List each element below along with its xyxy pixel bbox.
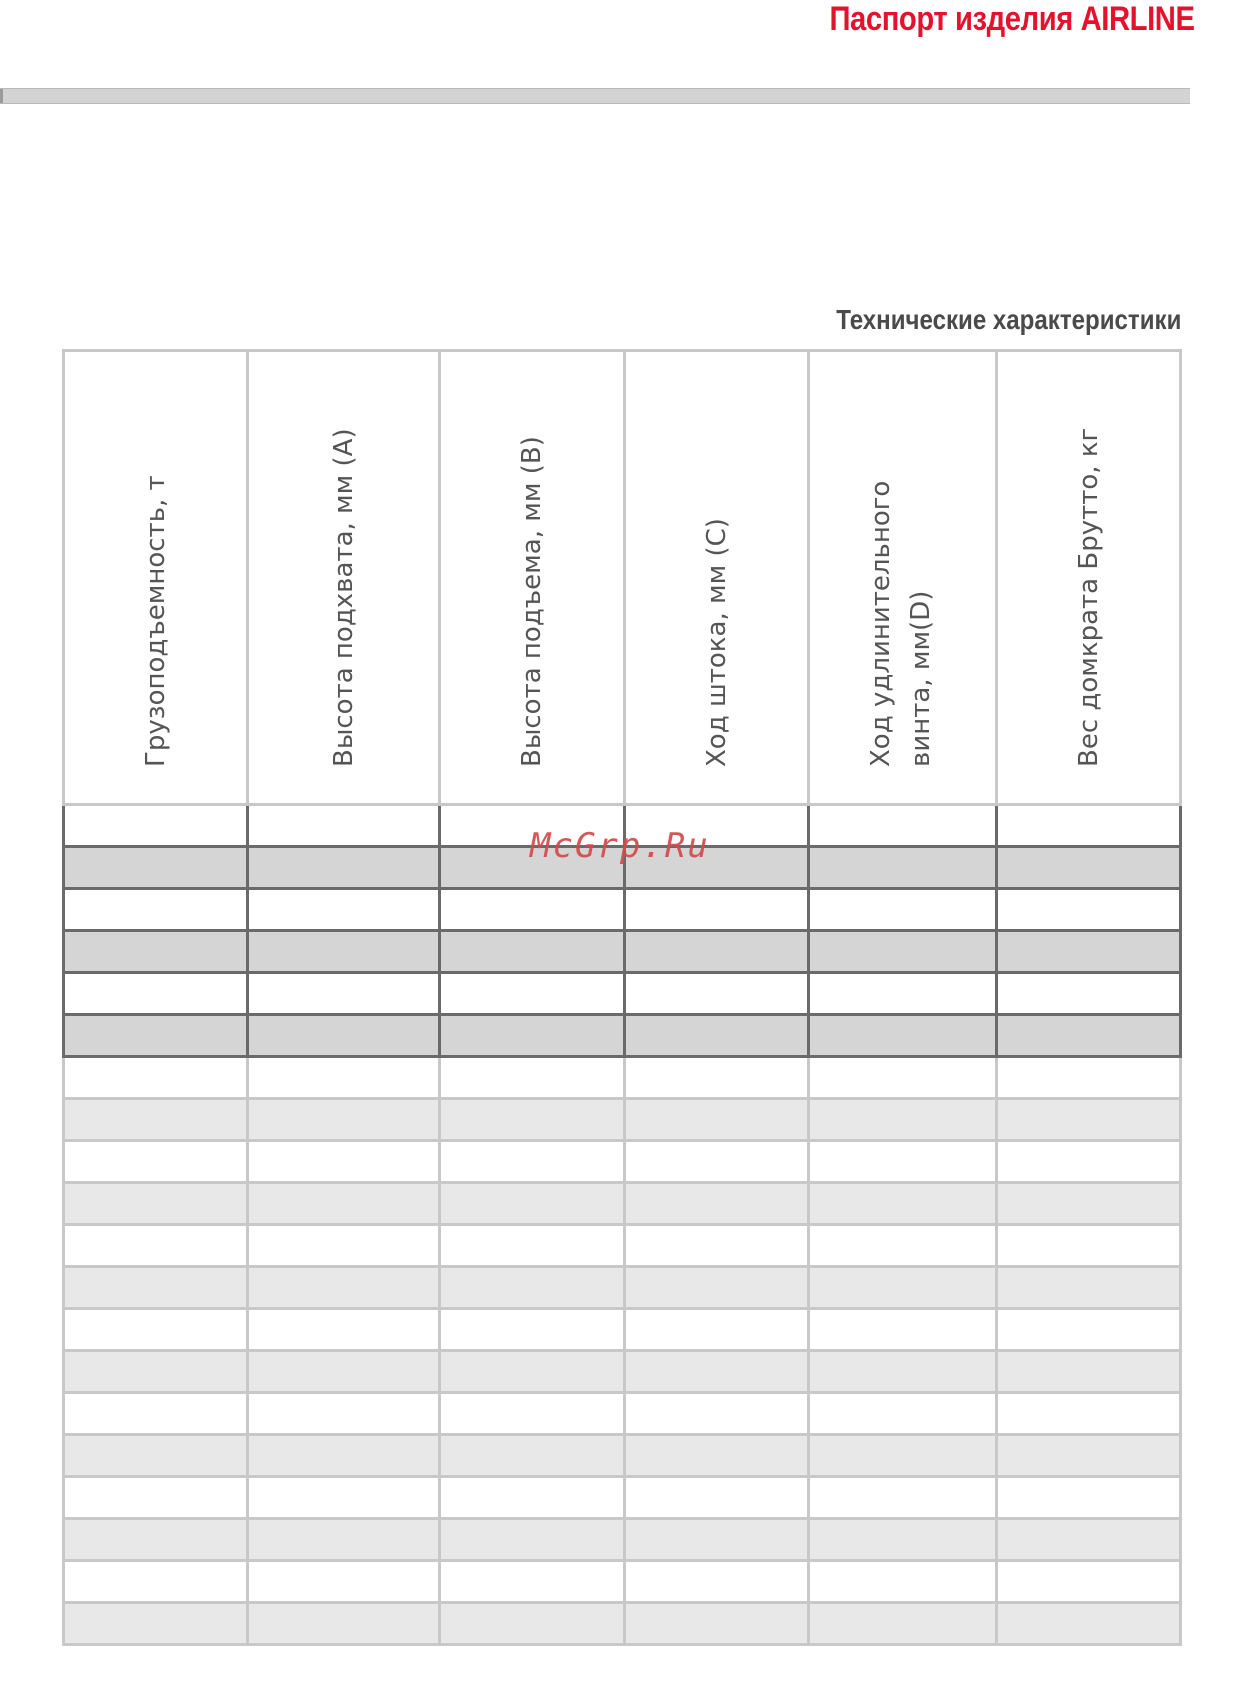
table-cell [625, 889, 809, 931]
column-header-gross-weight-label: Вес домкрата Брутто, кг [1073, 427, 1104, 767]
table-cell [440, 1225, 625, 1267]
watermark: McGrp.Ru [530, 826, 710, 866]
table-cell [997, 1057, 1181, 1099]
column-header-rod-stroke-label: Ход штока, мм (С) [701, 518, 732, 767]
table-row [64, 1141, 1181, 1183]
table-row [64, 1603, 1181, 1645]
table-cell [64, 1015, 248, 1057]
section-title: Технические характеристики [835, 304, 1181, 335]
table-cell [997, 889, 1181, 931]
column-header-capacity [64, 351, 248, 805]
table-cell [64, 1351, 248, 1393]
table-cell [248, 1351, 440, 1393]
table-cell [997, 931, 1181, 973]
table-cell [440, 1267, 625, 1309]
table-cell [64, 1141, 248, 1183]
table-row [64, 931, 1181, 973]
table-row [64, 1267, 1181, 1309]
table-cell [809, 1477, 997, 1519]
table-cell [440, 1393, 625, 1435]
table-cell [248, 1099, 440, 1141]
table-cell [248, 889, 440, 931]
table-row [64, 1477, 1181, 1519]
table-cell [997, 1309, 1181, 1351]
table-cell [625, 1015, 809, 1057]
table-cell [809, 1141, 997, 1183]
table-cell [625, 1057, 809, 1099]
table-cell [248, 1141, 440, 1183]
table-cell [440, 889, 625, 931]
table-cell [809, 1225, 997, 1267]
table-cell [809, 1561, 997, 1603]
table-row [64, 889, 1181, 931]
table-cell [809, 1309, 997, 1351]
table-cell [248, 1477, 440, 1519]
table-cell [997, 1435, 1181, 1477]
table-row [64, 1225, 1181, 1267]
table-cell [64, 805, 248, 847]
column-header-rod-stroke [625, 351, 809, 805]
table-cell [248, 1561, 440, 1603]
header-divider-bar [0, 88, 1190, 104]
table-cell [440, 1183, 625, 1225]
table-cell [64, 973, 248, 1015]
table-cell [248, 1393, 440, 1435]
column-header-pickup-height [248, 351, 440, 805]
column-header-lift-height-label: Высота подъема, мм (В) [517, 436, 547, 767]
table-cell [248, 847, 440, 889]
table-cell [64, 931, 248, 973]
table-cell [248, 1225, 440, 1267]
table-cell [625, 1099, 809, 1141]
table-cell [997, 1267, 1181, 1309]
table-cell [997, 973, 1181, 1015]
table-row [64, 1435, 1181, 1477]
column-header-extension-screw-label [861, 481, 941, 767]
table-cell [248, 1183, 440, 1225]
table-cell [625, 1435, 809, 1477]
table-cell [809, 889, 997, 931]
table-cell [809, 1015, 997, 1057]
table-cell [625, 1141, 809, 1183]
table-cell [997, 1393, 1181, 1435]
table-cell [625, 1519, 809, 1561]
table-row [64, 1015, 1181, 1057]
table-cell [64, 1057, 248, 1099]
column-header-gross-weight [997, 351, 1181, 805]
table-cell [64, 1603, 248, 1645]
table-cell [809, 1393, 997, 1435]
table-cell [248, 1519, 440, 1561]
table-cell [64, 1393, 248, 1435]
table-cell [440, 1141, 625, 1183]
table-cell [64, 1183, 248, 1225]
table-cell [440, 1561, 625, 1603]
table-cell [64, 1267, 248, 1309]
table-cell [809, 931, 997, 973]
table-cell [64, 1519, 248, 1561]
table-cell [440, 1519, 625, 1561]
table-cell [64, 1309, 248, 1351]
table-cell [625, 1561, 809, 1603]
table-cell [64, 1561, 248, 1603]
table-cell [625, 1267, 809, 1309]
table-cell [809, 805, 997, 847]
table-cell [248, 931, 440, 973]
table-cell [64, 847, 248, 889]
table-header-row [64, 351, 1181, 805]
table-cell [440, 1351, 625, 1393]
table-cell [809, 1435, 997, 1477]
table-cell [440, 1015, 625, 1057]
table-cell [625, 1183, 809, 1225]
table-cell [440, 1057, 625, 1099]
table-cell [64, 1435, 248, 1477]
table-row [64, 1183, 1181, 1225]
table-cell [997, 1561, 1181, 1603]
table-cell [440, 1435, 625, 1477]
table-cell [997, 1519, 1181, 1561]
table-cell [248, 973, 440, 1015]
column-header-extension-screw [809, 351, 997, 805]
table-cell [625, 1603, 809, 1645]
table-cell [809, 1351, 997, 1393]
table-cell [809, 1057, 997, 1099]
table-cell [809, 1603, 997, 1645]
table-row [64, 1561, 1181, 1603]
table-cell [997, 805, 1181, 847]
table-cell [997, 1477, 1181, 1519]
table-cell [997, 1225, 1181, 1267]
table-cell [64, 1477, 248, 1519]
brand-title: Паспорт изделия AIRLINE [829, 0, 1195, 38]
table-cell [440, 973, 625, 1015]
table-cell [64, 889, 248, 931]
table-cell [248, 1267, 440, 1309]
table-cell [809, 1267, 997, 1309]
table-cell [625, 1225, 809, 1267]
table-cell [625, 1351, 809, 1393]
table-cell [248, 805, 440, 847]
table-row [64, 1057, 1181, 1099]
table-row [64, 1309, 1181, 1351]
table-cell [809, 1183, 997, 1225]
column-header-extension-screw-line-1: Ход удлинительного [865, 480, 896, 767]
table-cell [809, 847, 997, 889]
table-row [64, 1351, 1181, 1393]
table-cell [248, 1309, 440, 1351]
table-cell [440, 1603, 625, 1645]
table-cell [997, 1183, 1181, 1225]
table-cell [997, 1603, 1181, 1645]
table-cell [997, 1099, 1181, 1141]
column-header-lift-height [440, 351, 625, 805]
table-row [64, 1519, 1181, 1561]
table-cell [997, 1015, 1181, 1057]
table-cell [809, 973, 997, 1015]
specifications-table [62, 349, 1182, 1646]
column-header-pickup-height-label: Высота подхвата, мм (А) [328, 428, 359, 767]
table-cell [248, 1057, 440, 1099]
table-cell [625, 931, 809, 973]
table-cell [440, 1099, 625, 1141]
table-cell [809, 1519, 997, 1561]
table-cell [248, 1015, 440, 1057]
table-cell [997, 1141, 1181, 1183]
table-cell [997, 847, 1181, 889]
table-cell [997, 1351, 1181, 1393]
table-row [64, 1393, 1181, 1435]
table-cell [625, 1309, 809, 1351]
table-row [64, 1099, 1181, 1141]
table-body [64, 805, 1181, 1645]
table-cell [248, 1603, 440, 1645]
table-cell [440, 1477, 625, 1519]
table-cell [248, 1435, 440, 1477]
table-cell [64, 1099, 248, 1141]
table-cell [625, 973, 809, 1015]
table-cell [64, 1225, 248, 1267]
table-row [64, 973, 1181, 1015]
table-cell [625, 1477, 809, 1519]
table-cell [440, 1309, 625, 1351]
table-cell [440, 931, 625, 973]
column-header-capacity-label: Грузоподъемность, т [140, 475, 171, 767]
table-cell [809, 1099, 997, 1141]
table-cell [625, 1393, 809, 1435]
column-header-extension-screw-line-2: винта, мм(D) [905, 590, 936, 767]
